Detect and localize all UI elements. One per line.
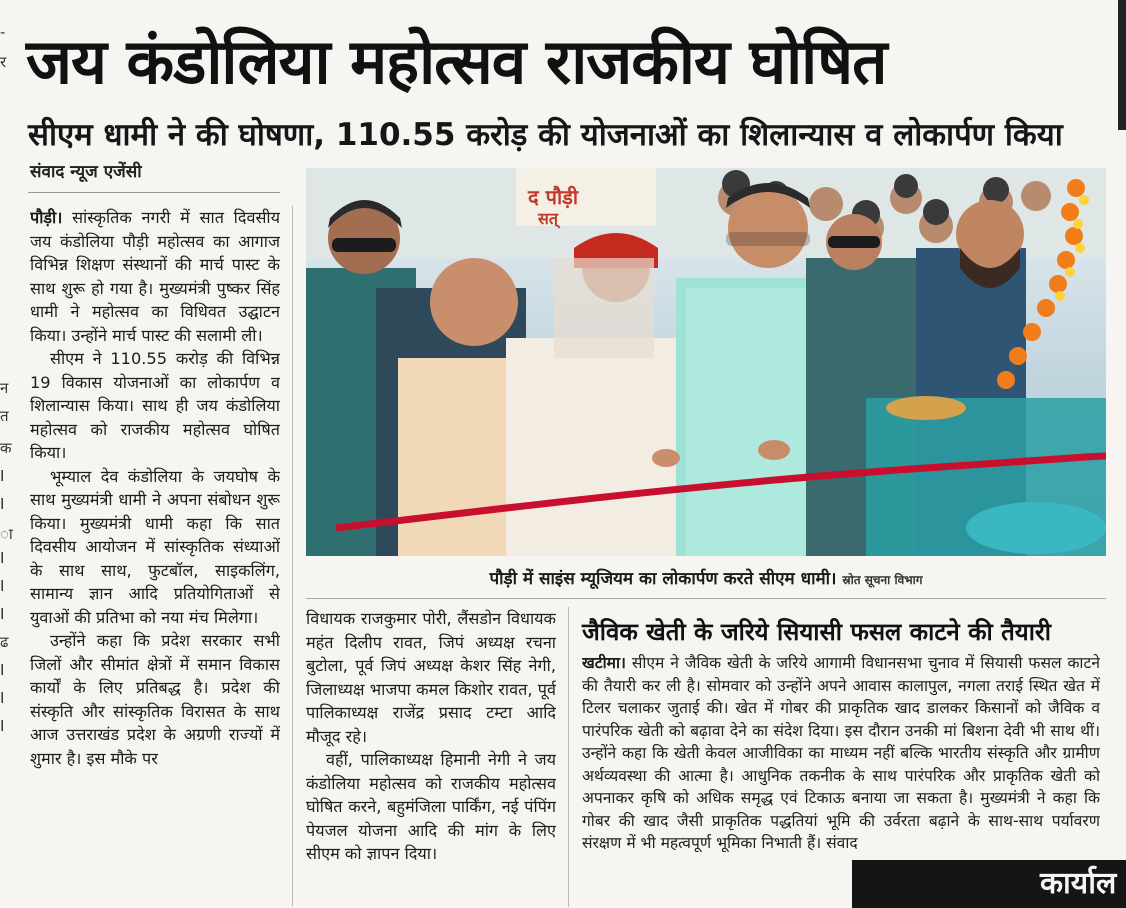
edge-fragment-char: I: [0, 661, 5, 679]
ribbon-cutting-photo: [306, 168, 1106, 556]
edge-fragment-char: I: [0, 577, 5, 595]
paragraph-3: भूम्याल देव कंडोलिया के जयघोष के साथ मुख्यमंत्री धामी ने अपना संबोधन शुरू किया। मुख्यमंत्री धामी कहा कि सात दिवसीय आयोजन में सांस्कृतिक संध्याओं के साथ साथ, फुटबॉल, साइकलिंग, सामान्य ज्ञान आदि प्रतियोगिताओं से युवाओं की प्रतिभा को नया मंच मिलेगा।: [30, 466, 280, 627]
news-photo: [306, 168, 1106, 556]
second-story-credit: संवाद: [826, 834, 858, 852]
column-divider: [568, 607, 569, 907]
background-banner-text-2: सत्: [538, 209, 558, 228]
edge-fragment-char: I: [0, 605, 5, 623]
background-banner-text: द पौड़ी: [528, 185, 579, 209]
dateline: पौड़ी।: [30, 208, 63, 227]
paragraph-4: उन्होंने कहा कि प्रदेश सरकार सभी जिलों और सीमांत क्षेत्रों में समान विकास कार्यों के लिए प्रतिबद्ध है। प्रदेश की संस्कृति और सांस्कृतिक विरासत के साथ आज उत्तराखंड प्रदेश के अग्रणी राज्यों में शुमार है। इस मौके पर: [30, 631, 280, 768]
sub-headline: सीएम धामी ने की घोषणा, 110.55 करोड़ की योजनाओं का शिलान्यास व लोकार्पण किया: [28, 117, 1063, 153]
article-column-2: [306, 607, 556, 907]
edge-fragment-char: क: [0, 439, 12, 457]
edge-fragment-char: I: [0, 717, 5, 735]
column-divider: [292, 206, 293, 906]
edge-fragment-char: I: [0, 467, 5, 485]
edge-fragment-char: I: [0, 549, 5, 567]
paragraph-2: सीएम ने 110.55 करोड़ की विभिन्न 19 विकास योजनाओं का लोकार्पण व शिलान्यास किया। साथ ही जय कंडोलिया महोत्सव को राजकीय महोत्सव घोषित किया।: [30, 349, 280, 462]
second-story-headline: जैविक खेती के जरिये सियासी फसल काटने की तैयारी: [582, 618, 1051, 646]
edge-fragment-char: त: [0, 407, 9, 425]
paragraph-6: वहीं, पालिकाध्यक्ष हिमानी नेगी ने जय कंडोलिया महोत्सव को राजकीय महोत्सव घोषित करने, बहुमंजिला पार्किंग, नई पंपिंग पेयजल योजना आदि की मांग के लिए सीएम को ज्ञापन दिया।: [306, 750, 556, 863]
caption-text: पौड़ी में साइंस म्यूजियम का लोकार्पण करते सीएम धामी।: [489, 569, 837, 589]
photo-source: स्रोत सूचना विभाग: [842, 573, 923, 587]
byline: संवाद न्यूज एजेंसी: [30, 162, 142, 182]
edge-fragment-char: I: [0, 495, 5, 513]
edge-fragment-char: ढ: [0, 633, 9, 651]
right-edge-strip: [1118, 0, 1126, 130]
edge-fragment-char: I: [0, 689, 5, 707]
paragraph-1: पौड़ी। सांस्कृतिक नगरी में सात दिवसीय जय कंडोलिया पौड़ी महोत्सव का आगाज विभिन्न शिक्षण संस्थानों की मार्च पास्ट के साथ शुरू हो गया है। मुख्यमंत्री पुष्कर सिंह धामी ने महोत्सव का विधिवत उद्घाटन किया। उन्होंने मार्च पास्ट की सलामी ली।: [30, 208, 280, 345]
second-story-body: [582, 652, 1100, 852]
second-story-text: सीएम ने जैविक खेती के जरिये आगामी विधानसभा चुनाव में सियासी फसल काटने की तैयारी कर ली है। सोमवार को उन्होंने अपने आवास कालापुल, नगला तराई स्थित खेत में टिलर चलाकर जुताई की। खेत में गोबर की प्राकृतिक खाद डालकर किसानों को जैविक व पारंपरिक खेती को बढ़ावा देने का संदेश दिया। इस दौरान उनकी मां बिशना देवी भी साथ थीं। उन्होंने कहा कि खेती केवल आजीविका का माध्यम नहीं बल्कि भारतीय संस्कृति और ग्रामीण अर्थव्यवस्था की आत्मा है। आधुनिक तकनीक के साथ पारंपरिक और प्राकृतिक खेती को अपनाकर कृषि को अधिक समृद्ध एवं टिकाऊ बनाया जा सकता है। मुख्यमंत्री ने कहा कि गोबर की खाद जैसी प्राकृतिक पद्धतियां भूमि की उर्वरता बढ़ाने के साथ-साथ पर्यावरण संरक्षण में भी महत्वपूर्ण भूमिका निभाती हैं।: [582, 654, 1100, 852]
edge-fragment-char: र: [0, 53, 7, 71]
edge-fragment-char: ा: [0, 525, 13, 543]
main-headline: जय कंडोलिया महोत्सव राजकीय घोषित: [26, 25, 887, 98]
byline-rule: [28, 192, 280, 193]
left-edge-column-fragment: [0, 0, 13, 908]
footer-banner-text: कार्याल: [1040, 866, 1117, 901]
caption-rule: [306, 598, 1106, 599]
edge-fragment-char: -: [0, 23, 6, 41]
edge-fragment-char: न: [0, 379, 9, 397]
second-story-dateline: खटीमा।: [582, 654, 626, 672]
paragraph-5: विधायक राजकुमार पोरी, लैंसडोन विधायक महंत दिलीप रावत, जिपं अध्यक्ष रचना बुटोला, पूर्व जिपं अध्यक्ष केशर सिंह नेगी, जिलाध्यक्ष भाजपा कमल किशोर रावत, पूर्व पालिकाध्यक्ष राजेंद्र प्रसाद टम्टा आदि मौजूद रहे।: [306, 609, 556, 746]
photo-caption: [306, 566, 1106, 592]
article-column-1: [30, 206, 280, 906]
